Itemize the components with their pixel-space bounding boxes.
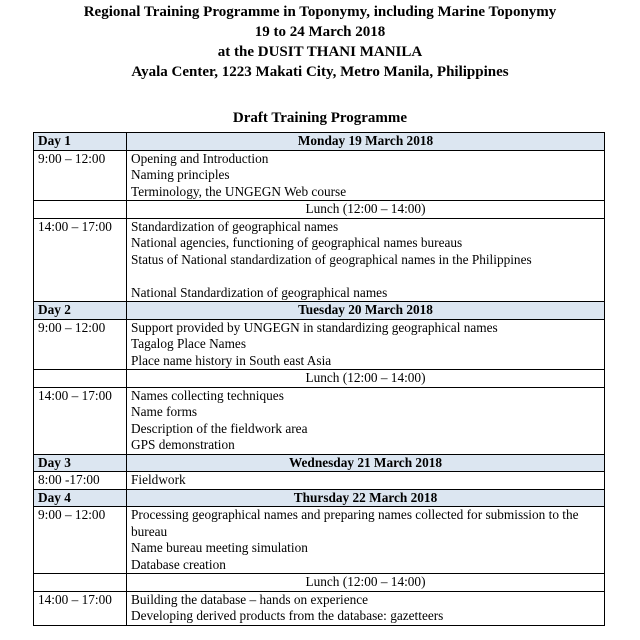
day-label: Day 2 [34, 302, 127, 320]
topic: Database creation [131, 556, 226, 572]
topic: Developing derived products from the database: gazetteers [131, 608, 444, 623]
header-line-4: Ayala Center, 1223 Makati City, Metro Manila, Philippines [131, 64, 509, 80]
session-time: 8:00 -17:00 [34, 472, 127, 490]
day-header-row [34, 489, 605, 507]
lunch-label: Lunch (12:00 – 14:00) [127, 201, 605, 219]
day-date: Wednesday 21 March 2018 [127, 454, 605, 472]
session-topics [127, 150, 605, 201]
header-line-1: Regional Training Programme in Toponymy, including Marine Toponymy [83, 4, 557, 20]
topic: Name forms [131, 404, 198, 419]
topic: National agencies, functioning of geographical names bureaus [131, 235, 463, 250]
topic: Support provided by UNGEGN in standardizing geographical names [131, 319, 498, 335]
header-line-3: at the DUSIT THANI MANILA [217, 44, 423, 60]
topic: Tagalog Place Names [131, 336, 247, 351]
day-date: Tuesday 20 March 2018 [127, 302, 605, 320]
session-topics [127, 319, 605, 370]
day-label: Day 1 [34, 133, 127, 151]
topic: GPS demonstration [131, 437, 235, 452]
day-date: Thursday 22 March 2018 [127, 489, 605, 507]
document-header [0, 2, 640, 82]
topic: Fieldwork [131, 472, 186, 487]
session-topics [127, 387, 605, 454]
lunch-label: Lunch (12:00 – 14:00) [127, 574, 605, 592]
programme-subtitle: Draft Training Programme [232, 110, 408, 126]
day-header-row [34, 454, 605, 472]
lunch-row [34, 201, 605, 219]
topic: Naming principles [131, 167, 230, 182]
topic: Place name history in South east Asia [131, 352, 332, 368]
session-row [34, 218, 605, 302]
lunch-spacer [34, 370, 127, 388]
topic: Name bureau meeting simulation [131, 540, 308, 555]
session-row [34, 591, 605, 625]
day-date: Monday 19 March 2018 [127, 133, 605, 151]
topic: Opening and Introduction [131, 150, 269, 166]
session-time: 14:00 – 17:00 [34, 218, 127, 302]
topic: Standardization of geographical names [131, 218, 339, 234]
topic: Status of National standardization of geographical names in the Philippines [131, 251, 532, 267]
session-time: 14:00 – 17:00 [34, 387, 127, 454]
session-time: 9:00 – 12:00 [34, 507, 127, 574]
topic: Description of the fieldwork area [131, 420, 308, 436]
topic: Building the database – hands on experience [131, 591, 369, 607]
session-row [34, 319, 605, 370]
day-header-row [34, 302, 605, 320]
topic: Names collecting techniques [131, 387, 284, 403]
session-time: 14:00 – 17:00 [34, 591, 127, 625]
session-row [34, 387, 605, 454]
session-topics [127, 472, 605, 490]
lunch-spacer [34, 574, 127, 592]
session-time: 9:00 – 12:00 [34, 319, 127, 370]
day-header-row [34, 133, 605, 151]
lunch-row [34, 370, 605, 388]
day-label: Day 3 [34, 454, 127, 472]
topic: National Standardization of geographical names [131, 284, 388, 300]
session-topics [127, 507, 605, 574]
session-topics [127, 218, 605, 302]
day-label: Day 4 [34, 489, 127, 507]
training-programme-table [33, 132, 605, 626]
header-line-2: 19 to 24 March 2018 [254, 24, 386, 40]
session-topics [127, 591, 605, 625]
lunch-spacer [34, 201, 127, 219]
session-time: 9:00 – 12:00 [34, 150, 127, 201]
lunch-label: Lunch (12:00 – 14:00) [127, 370, 605, 388]
topic: Processing geographical names and preparing names collected for submission to the bureau [131, 507, 579, 539]
session-row [34, 472, 605, 490]
session-row [34, 507, 605, 574]
topic: Terminology, the UNGEGN Web course [131, 183, 347, 199]
blank-line [131, 268, 600, 285]
session-row [34, 150, 605, 201]
lunch-row [34, 574, 605, 592]
